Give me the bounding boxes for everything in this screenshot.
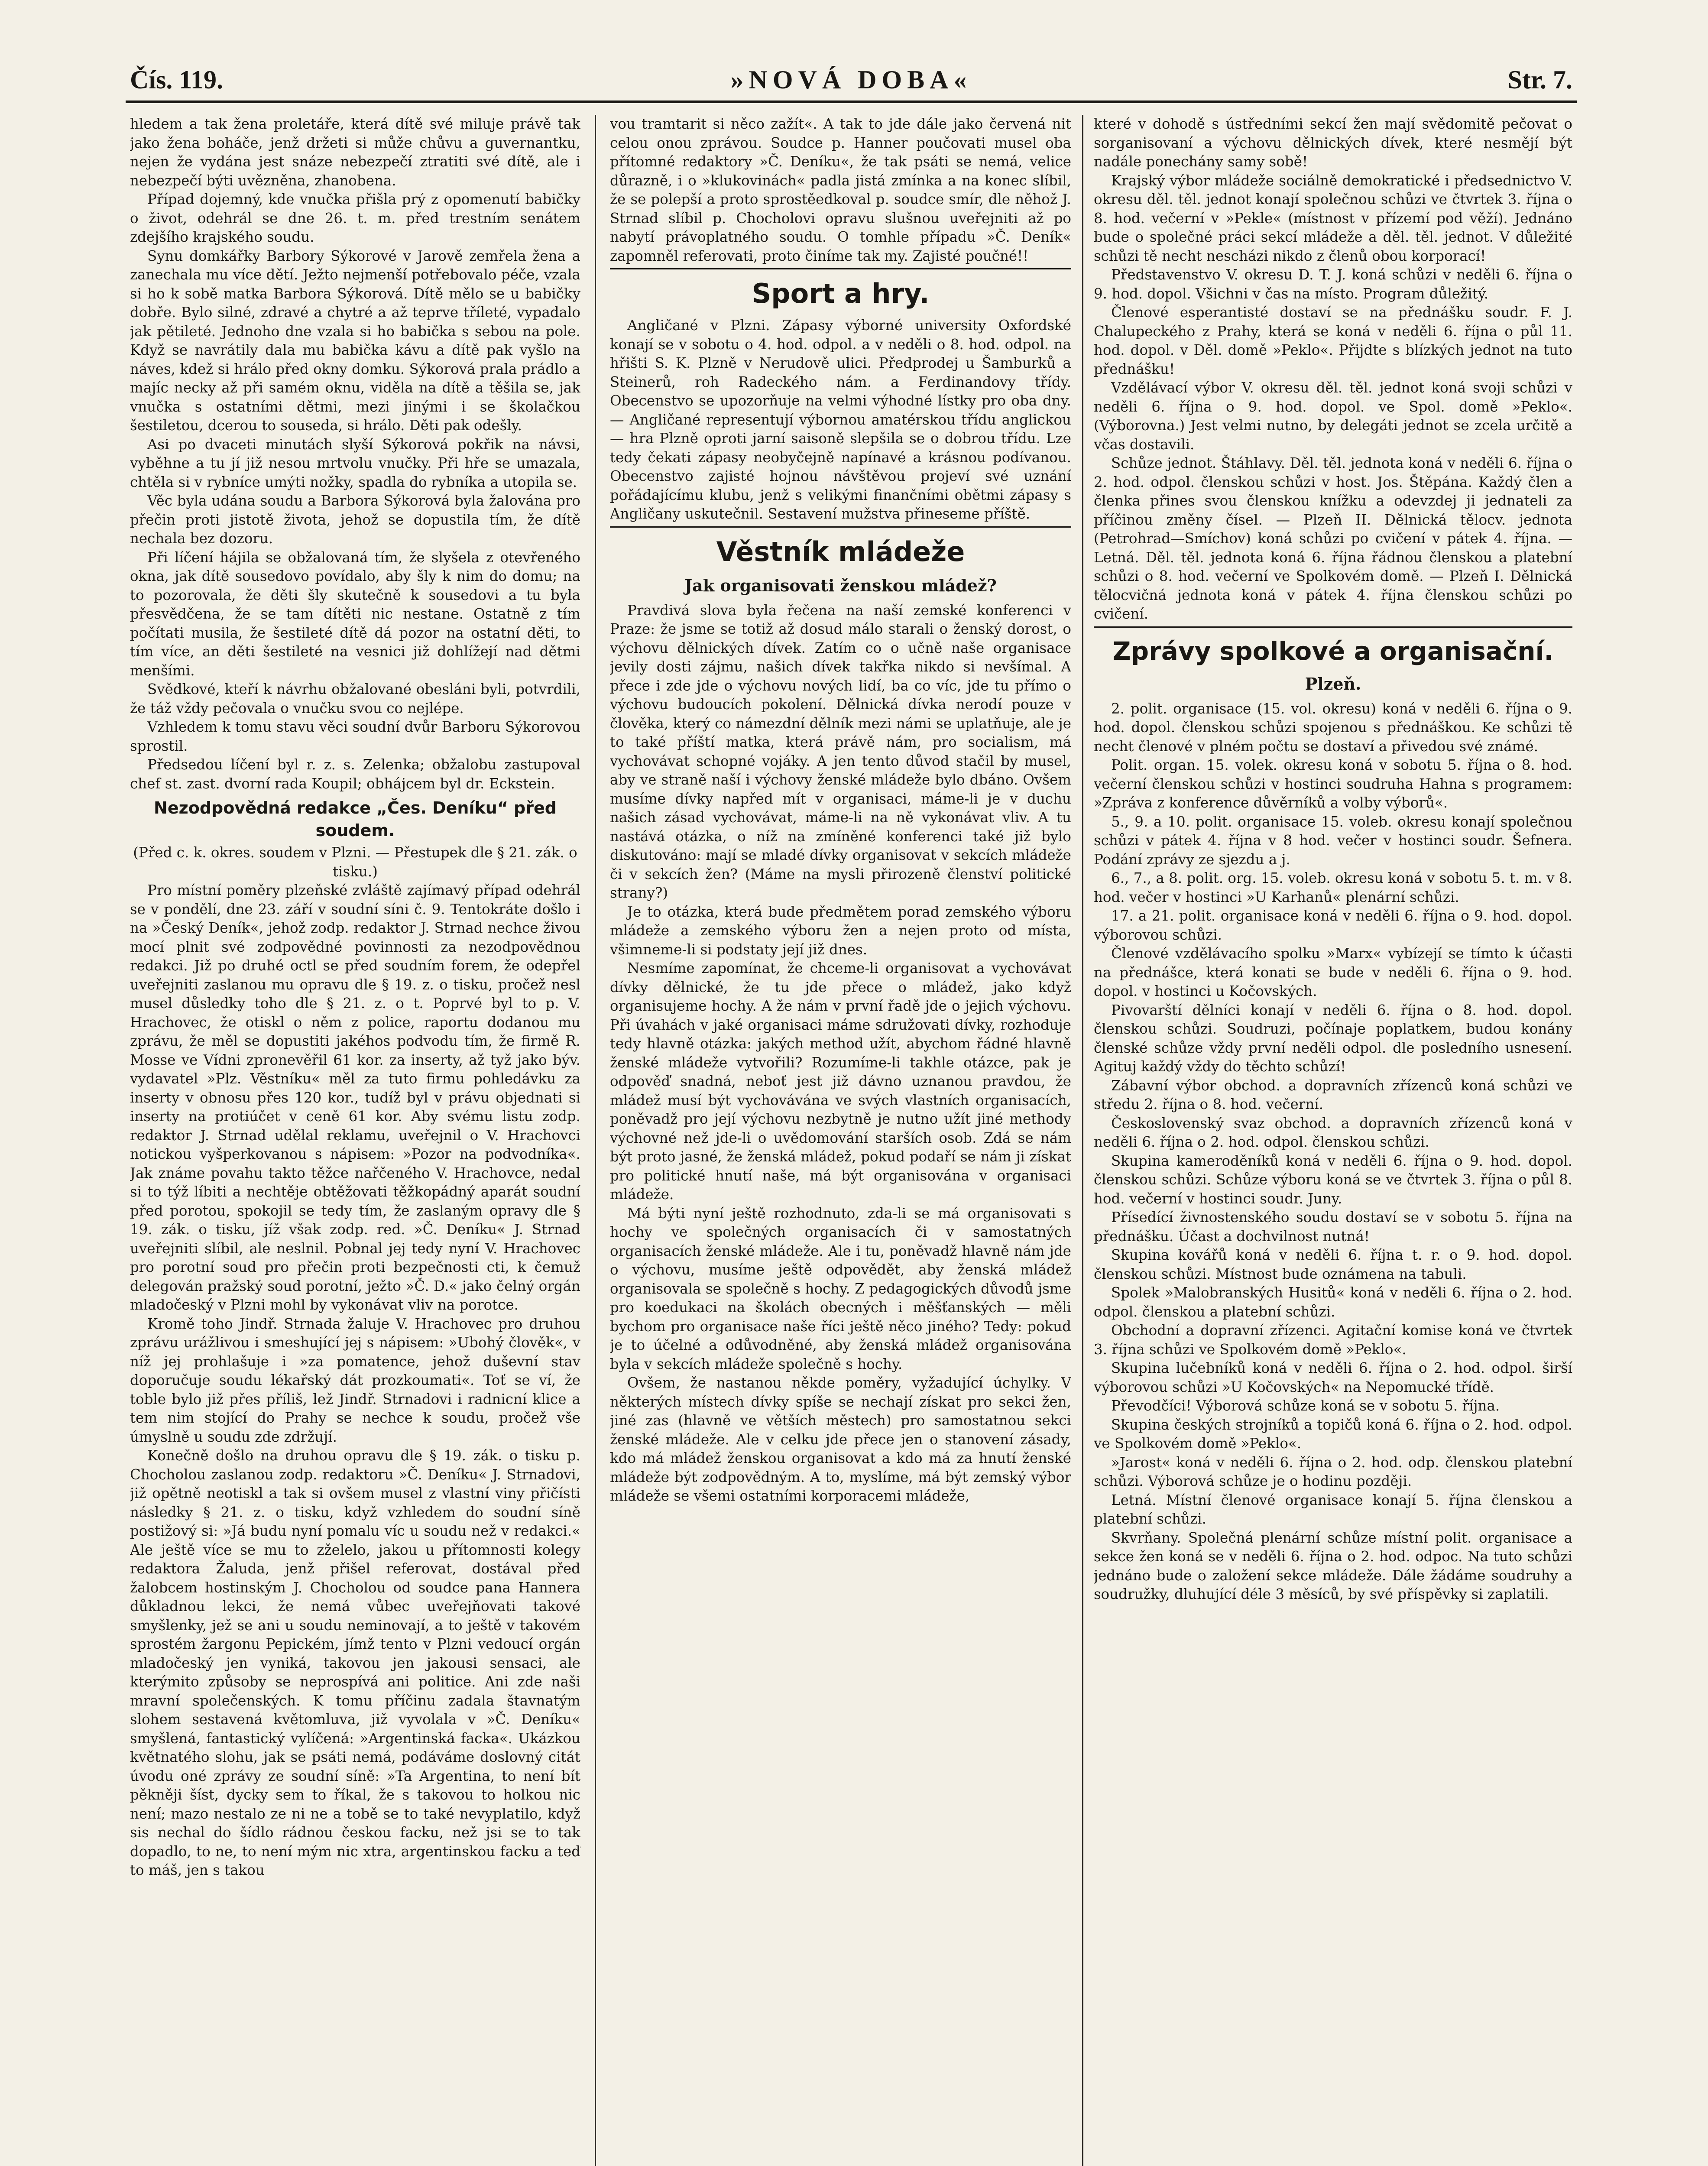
notice-paragraph: Skupina kameroděníků koná v neděli 6. října o 9. hod. dopol. členskou schůzi. Schůze výboru koná se ve čtvrtek 3. října o půl 8. hod. večerní v hostinci soudr. Juny. (1094, 1152, 1572, 1207)
newspaper-title: »NOVÁ DOBA« (730, 65, 972, 94)
section-rule (610, 526, 1071, 528)
article-paragraph: Angličané v Plzni. Zápasy výborné university Oxfordské konají se v sobotu o 4. hod. odpol. a v neděli o 8. hod. odpol. na hřišti S. K. Plzně v Nerudově ulici. Předprodej u Šamburků a Steinerů, roh Radeckého nám. a Ferdinandovy třídy. Obecenstvo se upozorňuje na velmi výhodné lístky pro oba dny. — Angličané representují výbornou amatérskou třídu anglickou — hra Plzně oproti jarní saisoně slepšila se o dobrou třídu. Lze tedy čekati zápasy neobyčejně napínavé a krásnou podívanou. Obecenstvo zajisté hojnou návštěvou projeví své uznání pořádajícímu klubu, jenž s velikými finančními obětmi zápasy s Angličany uskutečnil. Sestavení mužstva přineseme příště. (610, 317, 1071, 522)
article-paragraph: Je to otázka, která bude předmětem porad zemského výboru mládeže a zemského výboru žen a nejen proto od místa, všimneme-li si podstaty její již dnes. (610, 903, 1071, 958)
notice-paragraph: Členové vzdělávacího spolku »Marx« vybízejí se tímto k účasti na přednášce, která konati se bude v neděli 6. října o 9. hod. dopol. v hostinci u Kočovských. (1094, 945, 1572, 999)
article-paragraph: hledem a tak žena proletáře, která dítě své miluje právě tak jako žena boháče, jenž držeti si může chůvu a guvernantku, nejen že vydána jest snáze nebezpečí ztratiti své dítě, ale i nebezpečí býti uvězněna, zhanobena. (130, 116, 580, 189)
article-paragraph: vou tramtarit si něco zažít«. A tak to jde dále jako červená nit celou onou zprávou. Soudce p. Hanner poučovati musel oba přítomné redaktory »Č. Deníku«, že tak psáti se nemá, velice důrazně, i o »klukovinách« padla jistá zmínka a na konec slíbil, že se polepší a proto sprostěedkoval p. soudce smír, dle něhož J. Strnad slíbil p. Chocholovi opravu slušnou uveřejniti až po nabytí právoplatného soudu. O tomhle případu »Č. Deník« zapomněl referovati, proto činíme tak my. Zajisté poučné!! (610, 116, 1071, 264)
notice-paragraph: 6., 7., a 8. polit. org. 15. voleb. okresu koná v sobotu 5. t. m. v 8. hod. večer v hostinci »U Karhanů« plenární schůzi. (1094, 870, 1572, 905)
notice-paragraph: Skupina lučebníků koná v neděli 6. října o 2. hod. odpol. širší výborovou schůzi »U Kočovských« na Nepomucké třídě. (1094, 1360, 1572, 1395)
notice-paragraph: Skvrňany. Společná plenární schůze místní polit. organisace a sekce žen koná se v neděli 6. října o 2. hod. odpoc. Na tuto schůzi jednáno bude o založení sekce mládeže. Dále žádáme soudruhy a soudružky, dluhující déle 3 měsíců, by své příspěvky si zaplatili. (1094, 1529, 1572, 1602)
article-paragraph: Synu domkářky Barbory Sýkorové v Jarově zemřela žena a zanechala mu více dětí. Ježto nejmenší potřebovalo péče, vzala si ho k sobě matka Barbora Sýkorová. Dítě mělo se u babičky dobře. Bylo silné, zdravé a chytré a až teprve tříleté, vypadalo jak pětileté. Jednoho dne vzala si ho babička s sebou na pole. Když se navrátily dala mu babička kávu a dítě pak vyšlo na náves, kdež si hrálo před okny domku. Sýkorová prala prádlo a majíc necky až při samém oknu, viděla na dítě a těšila se, jak vnučka s ostatními dětmi, mezi jinými i se školačkou šestiletou, dcerou to souseda, si hrálo. Děti pak odešly. (130, 247, 580, 434)
column-1 (130, 115, 580, 2166)
article-paragraph: Svědkové, kteří k návrhu obžalované obesláni byli, potvrdili, že táž vždy pečovala o vnučku svou co nejlépe. (130, 681, 580, 717)
article-heading: Jak organisovati ženskou mládež? (684, 575, 997, 595)
place-heading: Plzeň. (1305, 674, 1361, 694)
notice-paragraph: 2. polit. organisace (15. vol. okresu) koná v neděli 6. října o 9. hod. dopol. členskou schůzi spojenou s přednáškou. Ke schůzi tě necht členové v plném počtu se dostaví a přivedou své známé. (1094, 700, 1572, 755)
notice-paragraph: Letná. Místní členové organisace konají 5. října členskou a platební schůzi. (1094, 1492, 1572, 1527)
notice-paragraph: Krajský výbor mládeže sociálně demokratické i předsednictvo V. okresu děl. těl. jednot konají společnou schůzi ve čtvrtek 3. října o 8. hod. večerní v »Pekle« (místnost v přízemí pod věží). Jednáno bude o společné práci sekcí mládeže a děl. těl. jednot. V důležité schůzi tě necht nescházi nikdo z členů obou korporací! (1094, 172, 1572, 264)
notice-paragraph: Zábavní výbor obchod. a dopravních zřízenců koná schůzi ve středu 2. října o 8. hod. večerní. (1094, 1077, 1572, 1112)
notice-paragraph: 17. a 21. polit. organisace koná v neděli 6. října o 9. hod. dopol. výborovou schůzi. (1094, 908, 1572, 943)
notice-paragraph: 5., 9. a 10. polit. organisace 15. voleb. okresu konají společnou schůzi v pátek 4. října v 8 hod. večer v hostinci soudr. Šefnera. Podání zprávy ze sjezdu a j. (1094, 813, 1572, 868)
notice-paragraph: Skupina českých strojníků a topičů koná 6. října o 2. hod. odpol. ve Spolkovém domě »Peklo«. (1094, 1416, 1572, 1452)
section-rule (610, 268, 1071, 269)
notice-paragraph: Skupina kovářů koná v neděli 6. října t. r. o 9. hod. dopol. členskou schůzi. Místnost bude oznámena na tabuli. (1094, 1247, 1572, 1282)
article-paragraph: Nesmíme zapomínat, že chceme-li organisovat a vychovávat dívky dělnické, že tu jde přece o mládež, jako když organisujeme hochy. A že nám v první řadě jde o jejich výchovu. Při úvahách v jaké organisaci máme sdružovati dívky, rozhoduje tedy hlavně otázka: jakých method užít, abychom řádné hlavně ženské mládeže vytvořili? Rozumíme-li takhle otázce, pak je odpověď snadná, neboť jest již dávno uznanou pravdou, že mládež musí být vychovávána ve svých vlastních organisacích, poněvadž pro její výchovu nezbytně je nutno užít jiné methody výchovné než jde-li o uvědomování starších osob. Zdá se nám být proto jasné, že ženská mládež, pokud podaří se nám ji získat pro politické hnutí naše, má být organisována v organisaci mládeže. (610, 960, 1071, 1203)
notice-paragraph: Přísedící živnostenského soudu dostaví se v sobotu 5. října na přednášku. Účast a dochvilnost nutná! (1094, 1209, 1572, 1245)
notice-paragraph: Spolek »Malobranských Husitů« koná v neděli 6. října o 2. hod. odpol. členskou a platební schůzi. (1094, 1284, 1572, 1320)
notice-paragraph: Členové esperantisté dostaví se na přednášku soudr. F. J. Chalupeckého z Prahy, která se koná v neděli 6. října o půl 11. hod. dopol. v Děl. domě »Peklo«. Přijdte s blízkých jednot na tuto přednášku! (1094, 304, 1572, 377)
notice-paragraph: Převodčíci! Výborová schůze koná se v sobotu 5. října. (1111, 1398, 1500, 1414)
article-paragraph: Pravdivá slova byla řečena na naší zemské konferenci v Praze: že jsme se totiž až dosud málo starali o ženský dorost, o výchovu dělnických dívek. Zatím co o učně naše organisace jevily dosti zájmu, našich dívek takřka nikdo si nevšímal. A přece i zde jde o výchovu nových lidí, ba co víc, jde tu přímo o výchovu budoucích pokolení. Dělnická dívka nerodí pouze v člověka, který co námezdní dělník mezi námi se uplatňuje, ale je to také příští matka, která právě nám, pro socialism, má vychovávat schopné vojáky. A jen tento důvod stačil by musel, aby ve straně naší i výchovy ženské mládeže bylo dbáno. Ovšem musíme dívky napřed mít v organisaci, máme-li je v duchu našich zásad vychovávat, máme-li na ně vykonávat vliv. A tu nastává otázka, o níž na zmíněné konferenci také již bylo diskutováno: mají se mladé dívky organisovat v sekcích mládeže či v sekcích žen? (Máme na mysli přirozeně členství politické strany?) (610, 602, 1071, 901)
notice-paragraph: Představenstvo V. okresu D. T. J. koná schůzi v neděli 6. října o 9. hod. dopol. Všichni v čas na místo. Program důležitý. (1094, 266, 1572, 302)
article-paragraph: Má býti nyní ještě rozhodnuto, zda-li se má organisovati s hochy ve společných organisacích či v samostatných organisacích ženské mládeže. Ale i tu, poněvadž hlavně nám jde o výchovu, musíme ještě odpovědět, aby ženská mládež organisovala se společně s hochy. Z pedagogických důvodů jsme pro koedukaci na školách obecných i měšťanských — měli bychom pro organisace naše říci ještě něco jiného? Tedy: pokud je to účelné a odůvodněné, aby ženská mládež organisována byla v sekcích mládeže společně s hochy. (610, 1205, 1071, 1372)
column-divider (595, 115, 596, 2166)
article-paragraph: Věc byla udána soudu a Barbora Sýkorová byla žalována pro přečin proti jistotě života, jehož se dopustila tím, že dítě nechala bez dozoru. (130, 493, 580, 547)
article-paragraph: Konečně došlo na druhou opravu dle § 19. zák. o tisku p. Chocholou zaslanou zodp. redaktoru »Č. Deníku« J. Strnadovi, již opětně neotiskl a tak si ovšem musel z vlastní viny přičísti následky § 21. z. o tisku, když vzhledem do soudní síně postižový si: »Já budu nyní pomalu víc u soudu než v redakci.« Ale ještě více se mu to zželelo, jakou u přítomnosti kolegy redaktora Žaluda, jenž přišel referovat, dostával před žalobcem hostinským J. Chocholou od soudce pana Hannera důkladnou lekci, že nemá vůbec uveřejňovati takové smyšlenky, jež se ani u soudu neminovají, a to ještě v takovém sprostém žargonu Pepickém, jímž tento v Plzni vedoucí orgán mladočeský jen vyniká, takovou jen jakousi sensaci, ale kterýmito způsoby se neprospívá ani politice. Ani zde naši mravní společenských. K tomu příčinu zadala štavnatým slohem sestavená květomluva, již vyvolala v »Č. Deníku« smyšlená, fantastický vylíčená: »Argentinská facka«. Ukázkou květnatého slohu, jak se psáti nemá, podáváme doslovný citát úvodu oné zprávy ze soudní síně: »Ta Argentina, to není bít pěkněji šíst, dycky sem to říkal, že s takovou to holkou nic není; mazo nestalo ze ni ne a tobě se to také nevyplatilo, když sis nechal do šídlo rádnou českou facku, než jsi se to tak dopadlo, to ne, to není mým nic xtra, argentinskou facku a teď to máš, jen s takou (130, 1447, 580, 1878)
page-number: Str. 7. (1507, 65, 1572, 94)
article-heading: Nezodpovědná redakce „Čes. Deníku“ před soudem. (154, 798, 557, 840)
column-divider (1082, 115, 1083, 2166)
notice-paragraph: Polit. organ. 15. volek. okresu koná v sobotu 5. října o 8. hod. večerní členskou schůzi v hostinci soudruha Hahna s programem: »Zpráva z konference důvěrníků a volby výborů«. (1094, 757, 1572, 811)
column-2 (610, 115, 1071, 2166)
notice-paragraph: Schůze jednot. Štáhlavy. Děl. těl. jednota koná v neděli 6. října o 2. hod. odpol. členskou schůzi v host. Jos. Štěpána. Každý člen a členka přines svou členskou knížku a odevzdej ji jednateli za příčinou změny čísel. — Plzeň II. Dělnická tělocv. jednota (Petrohrad—Smíchov) koná schůzi po cvičení v pátek 4. října. — Letná. Děl. těl. jednota koná 6. října řádnou členskou a platební schůzi o 8. hod. večerní ve Spolkovém domě. — Plzeň I. Dělnická tělocvičná jednota koná v pátek 4. října členskou schůzi po cvičení. (1094, 455, 1572, 622)
article-paragraph: Při líčení hájila se obžalovaná tím, že slyšela z otevřeného okna, jak dítě sousedovo povídalo, aby šly k nim do domu; na to pozorovala, že děti šly skutečně k sousedovi a tu byla přesvědčena, že se tam dítěti nic nestane. Ostatně z tím počítati musila, že šestileté dítě dá pozor na ostatní děti, to tím více, an děti šestileté na vesnici již dohlížejí nad dětmi menšími. (130, 549, 580, 679)
article-paragraph: Kromě toho Jindř. Strnada žaluje V. Hrachovec pro druhou zprávu urážlivou i smeshující jej s nápisem: »Ubohý člověk«, v níž jej prohlašuje i »za pomatence, jehož duševní stav doporučuje soudu lékařský dát prozkoumati«. Toť se ví, že toble bylo již přes příliš, lež Jindř. Strnadovi i radnicní klice a tem nim stojící do Prahy se nechce k soudu, pročež vše úmyslně u soudu zde zdržují. (130, 1315, 580, 1445)
article-paragraph: Asi po dvaceti minutách slyší Sýkorová pokřik na návsi, vyběhne a tu jí již nesou mrtvolu vnučky. Při hře se umazala, chtěla si v rybníce umýti nožky, spadla do rybníka a utopila se. (130, 436, 580, 490)
page-header (130, 65, 1572, 100)
article-paragraph: Vzhledem k tomu stavu věci soudní dvůr Barboru Sýkorovou sprostil. (130, 719, 580, 754)
notice-paragraph: Pivovarští dělníci konají v neděli 6. října o 8. hod. dopol. členskou schůzi. Soudruzi, počínaje poplatkem, budou konány členské schůze vždy první neděli odpol. dle posledního usnesení. Agituj každý vždy do těchto schůzí! (1094, 1002, 1572, 1075)
notice-paragraph: »Jarost« koná v neděli 6. října o 2. hod. odp. členskou platební schůzi. Výborová schůze je o hodinu později. (1094, 1454, 1572, 1489)
column-3 (1094, 115, 1572, 2166)
section-rule (1094, 626, 1572, 628)
section-heading-sport: Sport a hry. (752, 278, 930, 309)
article-paragraph: Ovšem, že nastanou někde poměry, vyžadující úchylky. V některých místech dívky spíše se nechají získat pro sekci žen, jiné zas (hlavně ve větších městech) pro samostatnou sekci ženské mládeže. Ale v celku jde přece jen o stanovení zásady, kdo má mládež ženskou organisovat a kdo má za hnutí ženské mládeže být zodpovědným. A to, myslíme, má být zemský výbor mládeže se všemi ostatními korporacemi mládeže, (610, 1375, 1071, 1504)
article-paragraph: Předsedou líčení byl r. z. s. Zelenka; obžalobu zastupoval chef st. zast. dvorní rada Koupil; obhájcem byl dr. Eckstein. (130, 756, 580, 792)
header-rule (126, 101, 1577, 103)
section-heading-zpravy: Zprávy spolkové a organisační. (1112, 636, 1554, 666)
article-paragraph: Případ dojemný, kde vnučka přišla prý z opomenutí babičky o život, odehrál se dne 26. t. m. před trestním senátem zdejšího krajského soudu. (130, 191, 580, 245)
article-paragraph: Pro místní poměry plzeňské zvláště zajímavý případ odehrál se v pondělí, dne 23. září v soudní síni č. 9. Tentokráte došlo i na »Český Deník«, jehož zodp. redaktor J. Strnad nechce živou mocí plnit své zodpovědné povinnosti za nezodpovědnou redakci. Již po druhé octl se před soudním forem, že odepřel uveřejniti zaslanou mu opravu dle § 19. z. o tisku, pročež nesl musel důsledky toho dle § 21. z. o t. Poprvé byl to p. V. Hrachovec, že otiskl o něm z police, raportu dodanou mu zprávu, že měl se dopustiti jakéhos podvodu tím, že firmě R. Mosse ve Vídni zpronevěřil 61 kor. za inserty, až tyž jako býv. vydavatel »Plz. Věstníku« měl za tuto firmu pohledávku za inserty v obnosu přes 120 kor., tudíž byl v právu objednati si inserty na protiúčet v ceně 61 kor. Aby svému listu zodp. redaktor J. Strnad udělal reklamu, uveřejnil o V. Hrachovci notickou vyšperkovanou s nápisem: »Pozor na podvodníka«. Jak známe povahu takto těžce nařčeného V. Hrachovce, nedal si to týž líbiti a nechtěje obtěžovati těžkopádný aparát soudní před porotou, spokojil se tedy tím, že zaslaným opravy dle § 19. zák. o tisku, jíž však zodp. red. »Č. Deníku« J. Strnad uveřejniti slíbil, ale neslnil. Pobnal jej tedy nyní V. Hrachovec pro porotní soud pro přečin proti bezpečnosti cti, k čemuž delegován pražský soud porotní, ježto »Č. D.« jako čelný orgán mladočeský v Plzni mohl by vykonávat vliv na porotce. (130, 882, 580, 1313)
section-heading-vestnik: Věstník mládeže (716, 535, 965, 567)
notice-paragraph: Československý svaz obchod. a dopravních zřízenců koná v neděli 6. října o 2. hod. odpol. členskou schůzi. (1094, 1115, 1572, 1150)
article-paragraph: které v dohodě s ústředními sekcí žen mají svědomitě pečovat o sorganisovaní a výchovu dělnických dívek, které nesmějí být nadále ponechány samy sobě! (1094, 116, 1572, 170)
notice-paragraph: Obchodní a dopravní zřízenci. Agitační komise koná ve čtvrtek 3. října schůzi ve Spolkovém domě »Peklo«. (1094, 1322, 1572, 1358)
issue-number: Čís. 119. (130, 65, 224, 94)
notice-paragraph: Vzdělávací výbor V. okresu děl. těl. jednot koná svoji schůzi v neděli 6. října o 9. hod. dopol. ve Spol. domě »Peklo«. (Výborovna.) Jest velmi nutno, by delegáti jednot se zcela určitě a včas dostavili. (1094, 379, 1572, 453)
article-subheading: (Před c. k. okres. soudem v Plzni. — Přestupek dle § 21. zák. o tisku.) (133, 844, 577, 880)
